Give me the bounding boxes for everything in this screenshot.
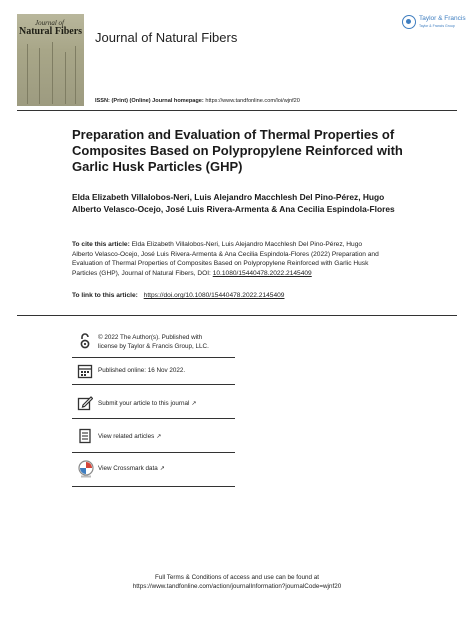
crossmark-icon [77,460,95,478]
journal-cover-image [17,14,84,106]
citation-divider [17,315,457,316]
external-link-icon: ↗ [156,434,162,440]
footer-terms-text: Full Terms & Conditions of access and use can be found at [154,574,320,581]
publisher-logo-icon [402,15,416,29]
info-divider-4 [72,452,235,453]
citation-doi-link[interactable]: 10.1080/15440478.2022.2145409 [212,270,312,278]
article-authors: Elda Elizabeth Villalobos-Neri, Luis Alejandro Macchlesh Del Pino-Pérez, Hugo Alberto Velasco-Ocejo, José Luis Rivera-Armenta & Ana Cecilia Espindola-Flores [72,192,395,214]
cover-title-line1: Journal of [35,19,64,27]
calendar-icon [77,363,93,379]
related-row[interactable] [77,428,235,444]
article-link-line [72,292,284,299]
journal-homepage-link[interactable]: https://www.tandfonline.com/loi/wjnf20 [205,98,300,104]
license-line-1: © 2022 The Author(s). Published with [98,334,203,341]
article-doi-link[interactable]: https://doi.org/10.1080/15440478.2022.2145409 [143,292,285,299]
related-articles-label: View related articles [98,433,155,440]
publisher-subtitle: Taylor & Francis Group [419,24,455,28]
external-link-icon: ↗ [191,401,197,407]
citation-block [72,240,382,279]
published-date: Published online: 16 Nov 2022. [98,367,186,374]
citation-text: Elda Elizabeth Villalobos-Neri, Luis Alejandro Macchlesh Del Pino-Pérez, Hugo Alberto Velasco-Ocejo, José Luis Rivera-Armenta & Ana Cecilia Espindola-Flores (2022) Preparation and Evaluation of Thermal Properties of Composites Based on Polypropylene Reinforced with Garlic Husk Particles (GHP), Journal of Natural Fibers, DOI: [72,241,379,278]
info-divider-2 [72,384,235,385]
info-divider-3 [72,418,235,419]
published-row [77,363,235,379]
crossmark-row[interactable] [77,460,235,480]
footer-terms-link[interactable]: https://www.tandfonline.com/action/journalInformation?journalCode=wjnf20 [132,583,342,590]
journal-name[interactable]: Journal of Natural Fibers [95,30,238,45]
open-access-icon [77,333,93,349]
submit-article-link[interactable] [98,399,196,409]
license-line-2: license by Taylor & Francis Group, LLC. [98,343,209,350]
external-link-icon: ↗ [159,466,165,472]
article-title: Preparation and Evaluation of Thermal Properties of Composites Based on Polypropylene Reinforced with Garlic Husk Particles (GHP) [72,127,403,174]
submit-row[interactable] [77,395,235,411]
info-divider-5 [72,486,235,487]
edit-icon [77,395,93,411]
submit-article-label: Submit your article to this journal [98,400,190,407]
info-divider-1 [72,357,235,358]
publisher-logo[interactable] [402,13,472,35]
issn-line [95,98,300,104]
header-divider [17,110,457,111]
related-articles-link[interactable] [98,432,161,442]
license-row [77,333,235,355]
issn-label: ISSN: (Print) (Online) Journal homepage: [95,98,204,104]
crossmark-label: View Crossmark data [98,465,158,472]
cover-title-line2: Natural Fibers [19,26,83,37]
publisher-name: Taylor & Francis [419,15,466,22]
related-articles-icon [77,428,93,444]
citation-label: To cite this article: [72,241,130,248]
article-link-label: To link to this article: [72,292,138,299]
crossmark-link[interactable] [98,464,165,474]
